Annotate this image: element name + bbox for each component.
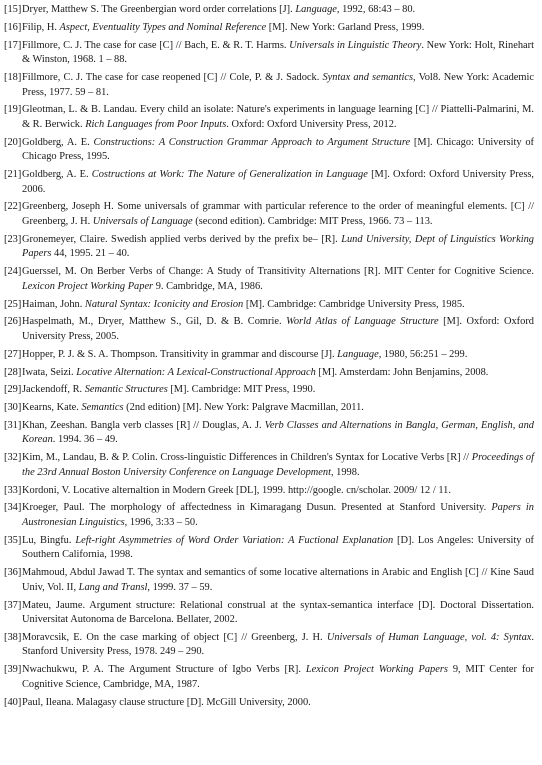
reference-text: [M]. Oxford: Oxford University Press, 2006. (22, 169, 535, 195)
reference-number: [20] (4, 136, 22, 148)
reference-title-italic: Language (337, 348, 379, 360)
reference-text: Haspelmath, M., Dryer, Matthew S., Gil, D. & B. Comrie. (22, 316, 287, 328)
reference-entry (4, 71, 534, 100)
reference-number: [35] (4, 534, 22, 546)
reference-entry (4, 366, 534, 381)
reference-title-italic: Lang and Transl (78, 581, 148, 593)
reference-title-italic: Semantics (81, 402, 124, 414)
reference-number: [29] (4, 384, 22, 396)
reference-text: 9, MIT Center for Cognitive Science, Cambridge, MA, 1987. (22, 664, 535, 690)
reference-title-italic: World Atlas of Language Structure (286, 316, 439, 328)
reference-number: [27] (4, 348, 22, 360)
reference-text: , 1992, 68:43 – 80. (336, 4, 416, 15)
reference-title-italic: Universals of Language (92, 216, 193, 228)
reference-text: [M]. Chicago: University of Chicago Press, 1995. (22, 136, 534, 163)
reference-text: Dryer, Matthew S. The Greenbergian word order correlations [J]. (22, 4, 296, 15)
reference-text: Hopper, P. J. & S. A. Thompson. Transitivity in grammar and discourse [J]. (22, 348, 338, 360)
reference-text: Gleotman, L. & B. Landau. Every child an isolate: Nature's experiments in language learning [C] // Piattelli-Palmarini, M. & R. Berwick. (22, 104, 534, 130)
reference-entry (4, 631, 534, 660)
reference-number: [39] (4, 664, 22, 676)
reference-text: 9. Cambridge, MA, 1986. (153, 280, 263, 292)
reference-entry (4, 168, 534, 197)
reference-text: . 1994. 36 – 49. (52, 434, 118, 446)
reference-text: . New York: Holt, Rinehart & Winston, 1968. 1 – 88. (22, 39, 535, 66)
reference-text: 44, 1995. 21 – 40. (51, 248, 130, 260)
reference-entry (4, 233, 534, 262)
reference-text: , 1998. (330, 466, 360, 478)
reference-text: Guerssel, M. On Berber Verbs of Change: A Study of Transitivity Alternations [R]. MIT Center for Cognitive Science. (22, 266, 534, 278)
reference-text: Goldberg, A. E. (22, 136, 94, 148)
reference-title-italic: Rich Languages from Poor Inputs (85, 118, 227, 130)
reference-text: Kim, M., Landau, B. & P. Colin. Cross-linguistic Differences in Children's Syntax for Locative Verbs [R] // (22, 452, 472, 464)
reference-text: Iwata, Seizi. (22, 366, 77, 378)
reference-number: [16] (4, 21, 22, 33)
reference-number: [15] (4, 4, 22, 15)
reference-text: Nwachukwu, P. A. The Argument Structure of Igbo Verbs [R]. (22, 664, 306, 676)
reference-entry (4, 599, 534, 628)
reference-text: [M]. Oxford: Oxford University Press, 2005. (22, 316, 534, 342)
reference-text: Paul, Ileana. Malagasy clause structure [D]. McGill University, 2000. (22, 696, 311, 708)
reference-entry (4, 200, 534, 229)
reference-number: [17] (4, 39, 22, 51)
reference-title-italic: Papers in Austronesian Linguistics (22, 502, 534, 528)
reference-entry (4, 696, 534, 711)
reference-number: [38] (4, 631, 22, 643)
reference-entry (4, 501, 534, 530)
reference-text: . Oxford: Oxford University Press, 2012. (226, 118, 397, 130)
reference-number: [33] (4, 484, 22, 496)
reference-entry (4, 419, 534, 448)
reference-entry (4, 3, 534, 18)
reference-title-italic: Semantic Structures (84, 384, 168, 396)
reference-title-italic: Lund University, Dept of Linguistics Working Papers (22, 233, 534, 260)
reference-text: Mahmoud, Abdul Jawad T. The syntax and semantics of some locative alternations in Arabic and English [C] // Kine Saud Univ, Vol. II, (22, 567, 534, 593)
reference-entry (4, 401, 534, 416)
reference-number: [21] (4, 169, 22, 181)
reference-text: Haiman, John. (22, 298, 85, 310)
reference-entry (4, 103, 534, 132)
reference-text: Filip, H. (22, 21, 60, 33)
reference-text: [M]. New York: Garland Press, 1999. (266, 21, 425, 33)
reference-title-italic: Natural Syntax: Iconicity and Erosion (84, 298, 244, 310)
reference-text: [M]. Cambridge: MIT Press, 1990. (167, 384, 316, 396)
reference-entry (4, 315, 534, 344)
reference-text: , 1999. 37 – 59. (147, 581, 213, 593)
reference-entry (4, 663, 534, 692)
reference-title-italic: Universals in Linguistic Theory (289, 39, 422, 51)
reference-title-italic: Verb Classes and Alternations in Bangla, German, English, and Korean (22, 419, 534, 446)
reference-entry (4, 39, 534, 68)
reference-text: , 1980, 56:251 – 299. (378, 348, 468, 360)
reference-title-italic: Left-right Asymmetries of Word Order Variation: A Fuctional Explanation (75, 534, 394, 546)
reference-number: [30] (4, 402, 22, 414)
reference-title-italic: Lexicon Project Working Papers (305, 664, 448, 676)
reference-text: [M]. Amsterdam: John Benjamins, 2008. (315, 366, 489, 378)
reference-number: [25] (4, 298, 22, 310)
reference-text: Lu, Bingfu. (22, 534, 76, 546)
reference-entry (4, 534, 534, 563)
reference-entry (4, 265, 534, 294)
reference-title-italic: Lexicon Project Working Paper (22, 280, 154, 292)
reference-text: Greenberg, Joseph H. Some universals of grammar with particular reference to the order of meaningful elements. [C] // Greenberg, J. H. (22, 201, 534, 228)
reference-entry (4, 298, 534, 313)
reference-number: [18] (4, 71, 22, 83)
reference-number: [40] (4, 696, 22, 708)
reference-text: Fillmore, C. J. The case for case [C] // Bach, E. & R. T. Harms. (22, 39, 290, 51)
reference-text: , 1996, 3:33 – 50. (124, 516, 198, 528)
reference-number: [22] (4, 201, 22, 213)
reference-text: (second edition). Cambridge: MIT Press, 1966. 73 – 113. (192, 216, 433, 228)
reference-entry (4, 136, 534, 165)
reference-title-italic: Universals of Human Language, vol. 4: Syntax (326, 631, 532, 643)
reference-title-italic: Language (295, 4, 337, 15)
reference-entry (4, 451, 534, 480)
reference-number: [19] (4, 104, 22, 116)
reference-text: [D]. Los Angeles: University of Southern California, 1998. (22, 534, 534, 561)
reference-entry (4, 566, 534, 595)
reference-number: [28] (4, 366, 22, 378)
reference-number: [36] (4, 567, 22, 579)
reference-text: [M]. Cambridge: Cambridge University Press, 1985. (243, 298, 465, 310)
reference-text: Gronemeyer, Claire. Swedish applied verbs derived by the prefix be– [R]. (22, 233, 342, 245)
reference-text: Fillmore, C. J. The case for case reopened [C] // Cole, P. & J. Sadock. (22, 71, 323, 83)
reference-number: [24] (4, 266, 22, 278)
reference-text: Khan, Zeeshan. Bangla verb classes [R] // Douglas, A. J. (22, 419, 265, 431)
reference-text: , Vol8. New York: Academic Press, 1977. 59 – 81. (22, 71, 534, 98)
reference-title-italic: Aspect, Eventuality Types and Nominal Reference (59, 21, 267, 33)
reference-text: . Stanford University Press, 1978. 249 – 290. (22, 631, 534, 658)
reference-title-italic: Costructions at Work: The Nature of Generalization in Language (91, 169, 368, 181)
reference-number: [23] (4, 233, 22, 245)
reference-text: Kearns, Kate. (22, 402, 82, 414)
reference-entry (4, 21, 534, 36)
reference-text: Moravcsik, E. On the case marking of object [C] // Greenberg, J. H. (22, 631, 327, 643)
reference-text: (2nd edition) [M]. New York: Palgrave Macmillan, 2011. (123, 402, 364, 414)
reference-number: [37] (4, 599, 22, 611)
reference-number: [32] (4, 452, 22, 464)
reference-title-italic: Syntax and semantics (322, 71, 414, 83)
reference-text: Jackendoff, R. (22, 384, 85, 396)
reference-entry (4, 484, 534, 499)
reference-text: Mateu, Jaume. Argument structure: Relational construal at the syntax-semantica interface [D]. Doctoral Dissertation. Universitat Autonoma de Barcelona. Bellater, 2002. (22, 599, 534, 626)
reference-title-italic: Constructions: A Construction Grammar Approach to Argument Structure (93, 136, 411, 148)
reference-number: [26] (4, 316, 22, 328)
reference-entry (4, 383, 534, 398)
reference-title-italic: Locative Alternation: A Lexical-Constructional Approach (76, 366, 316, 378)
reference-number: [31] (4, 419, 22, 431)
reference-text: Kordoni, V. Locative alternaltion in Modern Greek [DL], 1999. http://google. cn/scholar. 2009/ 12 / 11. (22, 484, 451, 496)
reference-entry (4, 348, 534, 363)
reference-text: Kroeger, Paul. The morphology of affectedness in Kimaragang Dusun. Presented at Stanford University. (22, 502, 492, 514)
reference-title-italic: Proceedings of the 23rd Annual Boston University Conference on Language Development (22, 452, 535, 478)
reference-number: [34] (4, 502, 22, 514)
reference-text: Goldberg, A. E. (22, 169, 92, 181)
